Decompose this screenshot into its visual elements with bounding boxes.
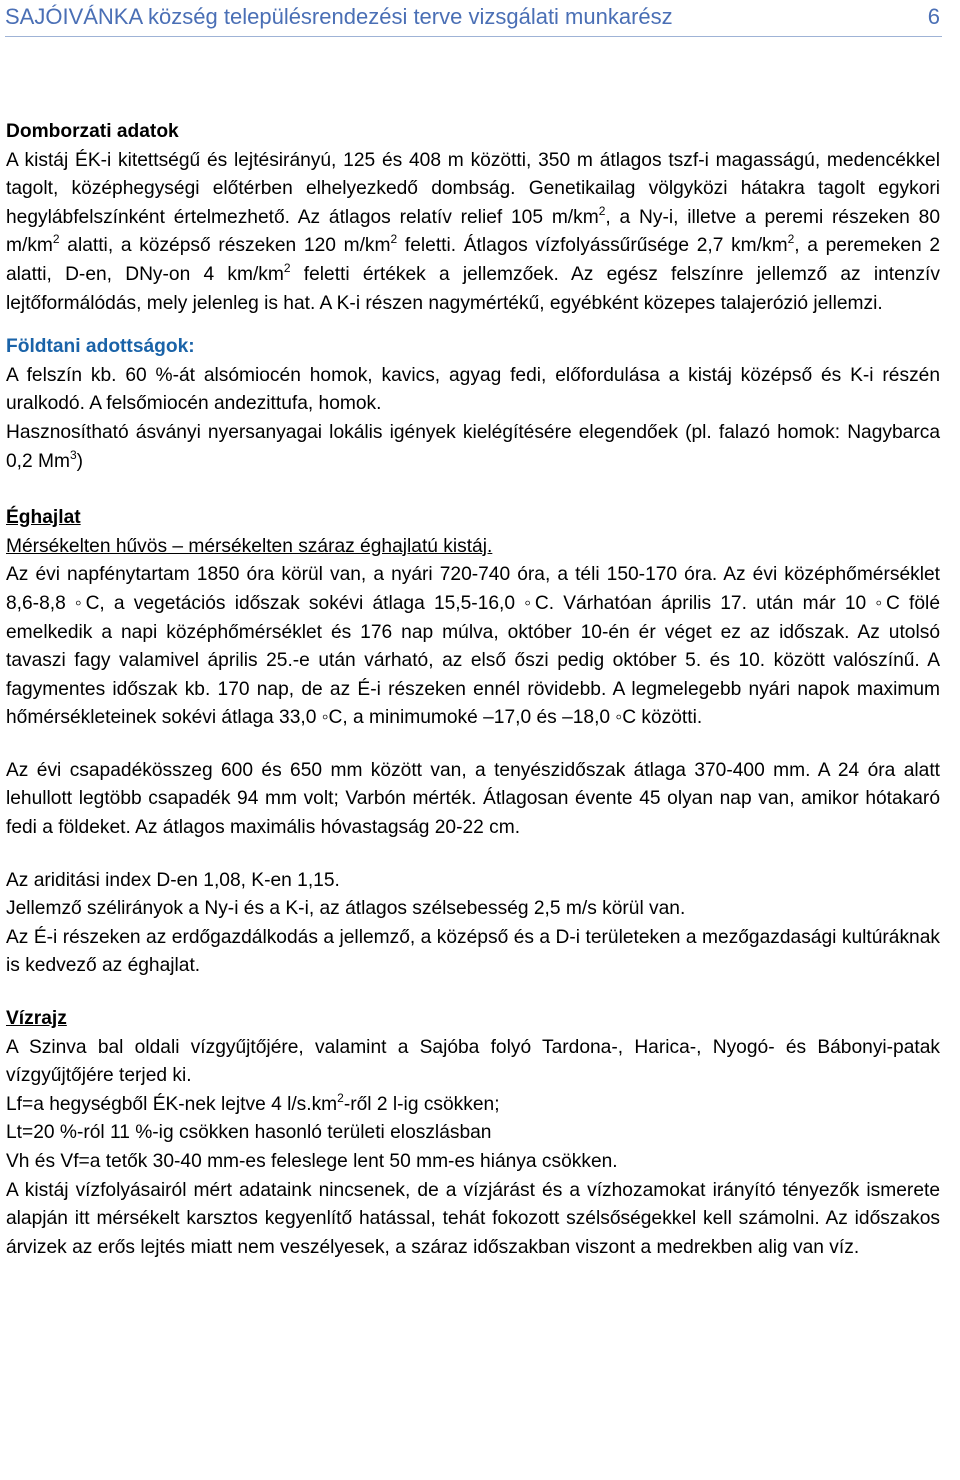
paragraph-vizrajz-vh: Vh és Vf=a tetők 30-40 mm-es feleslege lent 50 mm-es hiánya csökken. bbox=[6, 1151, 618, 1172]
paragraph-vizrajz-lf bbox=[6, 1091, 940, 1120]
paragraph-vizrajz-1: A Szinva bal oldali vízgyűjtőjére, valamint a Sajóba folyó Tardona-, Harica-, Nyogó- és Bábonyi-patak vízgyűjtőjére terjed ki. bbox=[6, 1036, 940, 1087]
superscript: 2 bbox=[283, 260, 291, 275]
section-heading-eghajlat: Éghajlat bbox=[6, 507, 81, 529]
paragraph-domborzat bbox=[6, 147, 940, 319]
text-run: , a Ny-i, illetve a peremi részeken 80 m/km bbox=[6, 206, 940, 257]
text-run: feletti értékek a jellemzőek. Az egész felszínre jellemző az intenzív lejtőformálódás, mely jelenleg is hat. A K-i részen nagymértékű, egyébként közepes talajerózió jellemzi. bbox=[6, 263, 940, 314]
climate-subheading: Mérsékelten hűvös – mérsékelten száraz éghajlatú kistáj. bbox=[6, 535, 493, 557]
document-title: SAJÓIVÁNKA község településrendezési terve vizsgálati munkarész bbox=[5, 4, 673, 29]
section-foldtan bbox=[6, 333, 940, 476]
text-run: Lf=a hegységből ÉK-nek lejtve 4 l/s.km bbox=[6, 1093, 338, 1115]
superscript: 2 bbox=[787, 232, 795, 247]
text-run: feletti. Átlagos vízfolyássűrűsége 2,7 km/km bbox=[397, 235, 788, 257]
text-run: , a peremeken 2 alatti, D-en, DNy-on 4 km/km bbox=[6, 235, 940, 285]
paragraph-vizrajz-lt: Lt=20 %-ról 11 %-ig csökken hasonló területi eloszlásban bbox=[6, 1122, 492, 1144]
superscript: 2 bbox=[390, 232, 398, 247]
superscript: 2 bbox=[52, 232, 60, 247]
paragraph-eghajlat-3-line1: Az ariditási index D-en 1,08, K-en 1,15. bbox=[6, 869, 340, 891]
paragraph-foldtan-1: A felszín kb. 60 %-át alsómiocén homok, kavics, agyag fedi, előfordulása a kistáj középső és K-i részén uralkodó. A felsőmiocén andezittufa, homok. bbox=[6, 364, 940, 415]
section-vizrajz bbox=[6, 1005, 940, 1262]
section-eghajlat bbox=[6, 504, 940, 981]
paragraph-eghajlat-2: Az évi csapadékösszeg 600 és 650 mm között van, a tenyészidőszak átlaga 370-400 mm. A 24 óra alatt lehullott legtöbb csapadék 94 mm volt; Varbón mérték. Átlagosan évente 45 olyan nap van, amikor hótakaró fedi a földeket. Az átlagos maximális hóvastagság 20-22 cm. bbox=[6, 759, 940, 839]
superscript: 3 bbox=[69, 447, 77, 462]
paragraph-vizrajz-2: A kistáj vízfolyásairól mért adataink nincsenek, de a vízjárást és a vízhozamokat irányító tényezők ismerete alapján itt mérsékelt karsztos kegyenlítő hatással, tehát fokozott szélsőségekkel kell számolni. Az időszakos árvizek az erős lejtés miatt nem veszélyesek, a száraz időszakban viszont a medrekben alig van víz. bbox=[6, 1179, 940, 1258]
text-run: alatti, a középső részeken 120 m/km bbox=[59, 235, 391, 257]
section-heading-foldtan: Földtani adottságok: bbox=[6, 336, 195, 358]
section-domborzat bbox=[6, 118, 940, 318]
page-number: 6 bbox=[927, 4, 940, 29]
section-heading-vizrajz: Vízrajz bbox=[6, 1008, 67, 1030]
paragraph-eghajlat-1: Az évi napfénytartam 1850 óra körül van, a nyári 720-740 óra, a téli 150-170 óra. Az évi középhőmérséklet 8,6-8,8 ◦C, a vegetációs időszak sokévi átlaga 15,5-16,0 ◦C. Várhatóan április 17. után már 10 ◦C fölé emelkedik a napi középhőmérséklet és 176 nap múlva, október 10-én ér véget ez az időszak. Az utolsó tavaszi fagy valamivel április 25.-e után várható, az első őszi pedig október 5. és 10. között valószínű. A fagymentes időszak kb. 170 nap, de az É-i részeken ennél rövidebb. A legmelegebb nyári napok maximum hőmérsékleteinek sokévi átlaga 33,0 ◦C, a minimumoké –17,0 és –18,0 ◦C közötti. bbox=[6, 564, 940, 729]
superscript: 2 bbox=[598, 203, 606, 218]
page-header bbox=[5, 2, 942, 37]
paragraph-eghajlat-3-line3: Az É-i részeken az erdőgazdálkodás a jellemző, a középső és a D-i területeken a mezőgazdasági kultúráknak is kedvező az éghajlat. bbox=[6, 926, 940, 977]
document-body bbox=[6, 118, 940, 1262]
paragraph-eghajlat-3-line2: Jellemző szélirányok a Ny-i és a K-i, az átlagos szélsebesség 2,5 m/s körül van. bbox=[6, 898, 686, 920]
text-run: Hasznosítható ásványi nyersanyagai lokális igények kielégítésére elegendőek (pl. falazó homok: Nagybarca 0,2 Mm bbox=[6, 421, 940, 472]
text-run: -ről 2 l-ig csökken; bbox=[343, 1093, 500, 1115]
paragraph-foldtan-2 bbox=[6, 419, 940, 476]
superscript: 2 bbox=[337, 1090, 344, 1105]
text-run: A kistáj ÉK-i kitettségű és lejtésirányú, 125 és 408 m közötti, 350 m átlagos tszf-i magasságú, medencékkel tagolt, középhegységi előtérben elhelyezkedő dombság. Genetikailag völgyközi hátakra tagolt egykori hegylábfelszínként értelmezhető. Az átlagos relatív relief 105 m/km bbox=[6, 149, 940, 228]
text-run: ) bbox=[76, 450, 84, 472]
section-heading-domborzat: Domborzati adatok bbox=[6, 121, 179, 142]
